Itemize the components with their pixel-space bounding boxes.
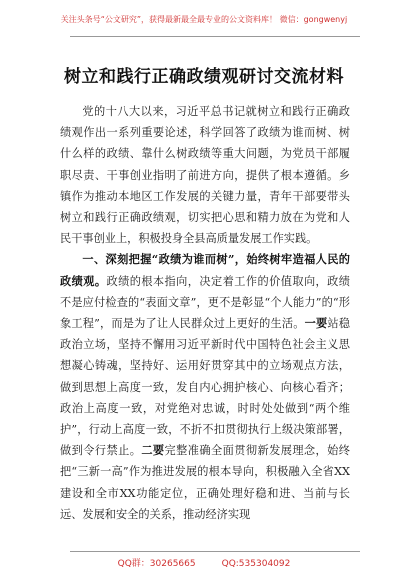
document-title: 树立和践行正确政绩观研讨交流材料 (64, 67, 344, 87)
intro-paragraph: 党的十八大以来，习近平总书记就树立和践行正确政绩观作出一系列重要论述，科学回答了政绩为谁而树、树什么样的政绩、靠什么树政绩等重大问题，为党员干部履职尽责、干事创业指明了前进方向，提供了根本遵循。乡镇作为推动本地区工作发展的关键力量，青年干部要带头树立和践行正确政绩观，切实把心思和精力放在为党和人民干事创业上，积极投身全县高质量发展工作实践。 (60, 105, 350, 246)
section-1-lead-1: 一要 (304, 316, 328, 331)
section-1-point-1: 站稳政治立场，坚持不懈用习近平新时代中国特色社会主义思想凝心铸魂，坚持好、运用好贯穿其中的立场观点方法，做到思想上高度一致，发自内心拥护核心、向核心看齐；政治上高度一致，对党绝对忠诚，时时处处做到“两个维护”，行动上高度一致，不折不扣贯彻执行上级决策部署，做到令行禁止。 (60, 317, 350, 458)
footer (0, 556, 408, 569)
section-1-lead-2: 二要 (141, 443, 165, 458)
document-body (60, 101, 350, 525)
section-1-paragraph (60, 249, 350, 525)
section-1-point-2: 完整准确全面贯彻新发展理念，始终把“三新一高”作为推进发展的根本导向，积极融入全省XX建设和全市XX功能定位，正确处理好稳和进、当前与长远、发展和安全的关系，推动经济实现 (60, 444, 350, 521)
header-note: 关注头条号“公文研究”，获得最新最全最专业的公文资料库！ 微信：gongwenyj (60, 15, 348, 24)
footer-qq-group: QQ群：30265665 (117, 559, 196, 569)
footer-qq: QQ:535304092 (221, 559, 291, 569)
section-1-text: 政绩的根本指向，决定着工作的价值取向，政绩不是应付检查的“表面文章”，更不是彰显“个人能力”的“形象工程”，而是为了让人民群众过上更好的生活。 (60, 274, 350, 331)
section-1-heading: 一、深刻把握“政绩为谁而树”，始终树牢造福人民的政绩观。 (60, 252, 350, 288)
header-divider (70, 36, 360, 37)
footer-divider (70, 551, 360, 552)
